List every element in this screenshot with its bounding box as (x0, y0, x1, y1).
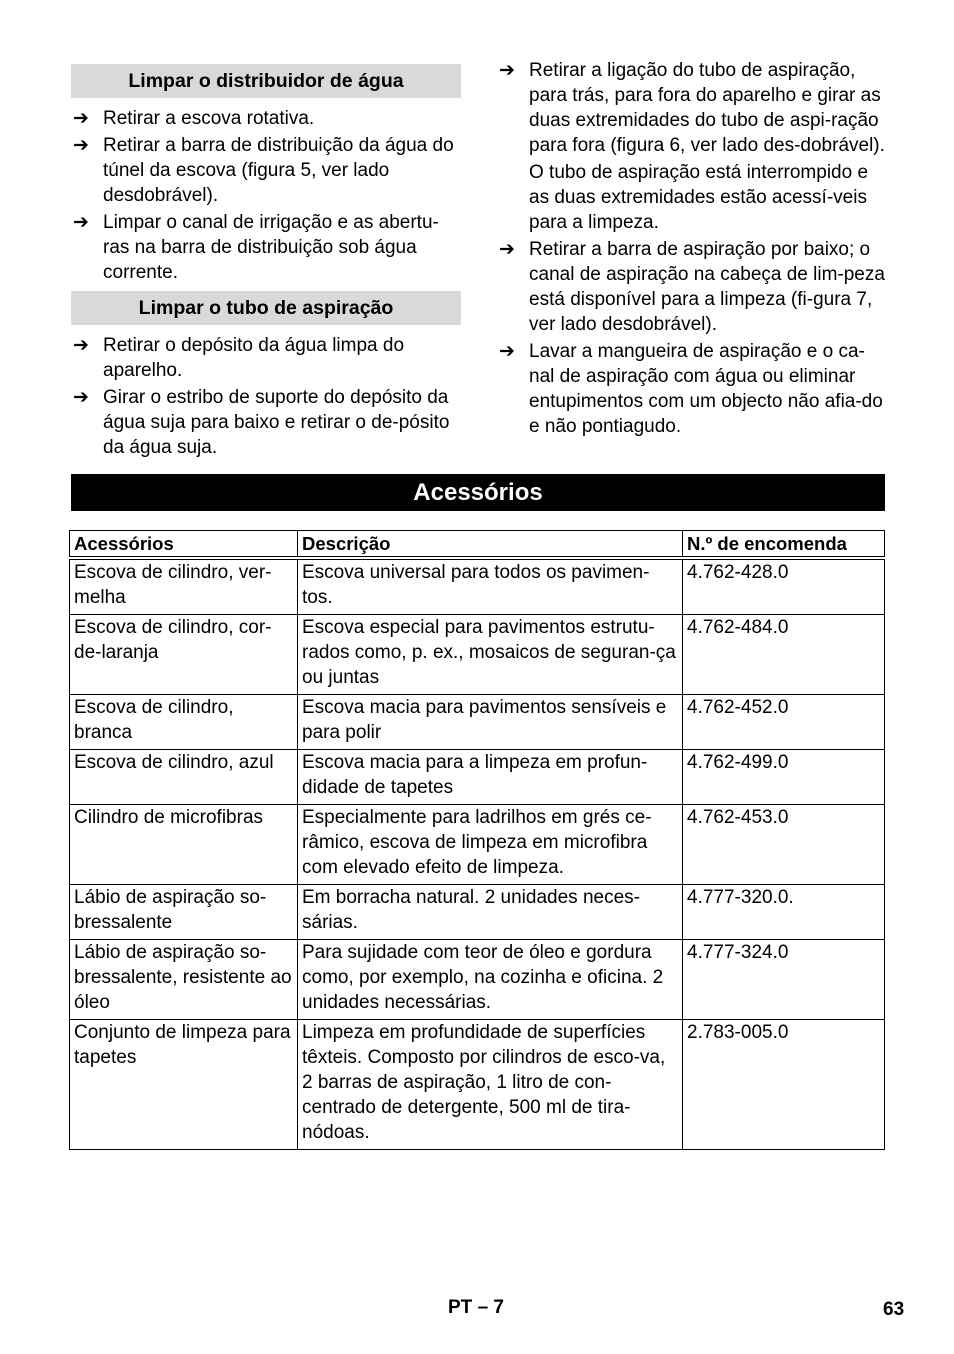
order-number: 4.777-324.0 (683, 940, 885, 1020)
accessory-description: Escova macia para a limpeza em profun-didade de tapetes (298, 750, 683, 805)
instruction-item (71, 133, 461, 208)
accessories-banner: Acessórios (71, 474, 885, 511)
arrow-right-icon: ➔ (499, 341, 515, 362)
order-number: 4.762-484.0 (683, 615, 885, 695)
footer-language: PT (448, 1297, 473, 1318)
instruction-text: Limpar o canal de irrigação e as abertu-ras na barra de distribuição sob água corrente. (103, 212, 439, 283)
arrow-right-icon: ➔ (499, 239, 515, 260)
accessory-description: Escova especial para pavimentos estrutu-rados como, p. ex., mosaicos de seguran-ça ou juntas (298, 615, 683, 695)
order-number: 4.762-452.0 (683, 695, 885, 750)
order-number: 4.762-428.0 (683, 558, 885, 615)
accessories-table (69, 530, 885, 1150)
accessory-name: Cilindro de microfibras (70, 805, 298, 885)
instruction-item (71, 210, 461, 285)
arrow-right-icon: ➔ (499, 60, 515, 81)
instruction-text: Retirar a barra de aspiração por baixo; o canal de aspiração na cabeça de lim-peza está disponível para a limpeza (fi-gura 7, ver lado desdobrável). (529, 239, 885, 335)
arrow-right-icon: ➔ (73, 108, 89, 129)
instruction-note: O tubo de aspiração está interrompido e as duas extremidades estão acessí-veis para a limpeza. (529, 162, 869, 233)
instruction-text: Girar o estribo de suporte do depósito da água suja para baixo e retirar o de-pósito da água suja. (103, 387, 450, 458)
accessory-description: Escova macia para pavimentos sensíveis e para polir (298, 695, 683, 750)
accessory-name: Conjunto de limpeza para tapetes (70, 1020, 298, 1150)
footer-section-label (448, 1297, 504, 1319)
arrow-right-icon: ➔ (73, 135, 89, 156)
right-column (497, 58, 887, 441)
order-number: 4.762-453.0 (683, 805, 885, 885)
column-header-order-number: N.º de encomenda (683, 531, 885, 559)
accessory-description: Em borracha natural. 2 unidades neces-sárias. (298, 885, 683, 940)
accessory-name: Escova de cilindro, branca (70, 695, 298, 750)
instruction-text: Lavar a mangueira de aspiração e o ca-nal de aspiração com água ou eliminar entupimentos com um objecto não afia-do e não pontiagudo. (529, 341, 883, 437)
left-column (71, 58, 461, 462)
accessory-description: Escova universal para todos os pavimen-tos. (298, 558, 683, 615)
table-header-row (70, 531, 885, 559)
section-heading-suction-tube: Limpar o tubo de aspiração (71, 291, 461, 325)
instruction-item (71, 333, 461, 383)
accessory-name: Lábio de aspiração so-bressalente (70, 885, 298, 940)
table-row (70, 695, 885, 750)
instruction-item (497, 237, 887, 337)
accessory-name: Escova de cilindro, ver-melha (70, 558, 298, 615)
accessory-name: Lábio de aspiração so-bressalente, resistente ao óleo (70, 940, 298, 1020)
instruction-text: Retirar a ligação do tubo de aspiração, para trás, para fora do aparelho e girar as duas extremidades do tubo de aspi-ração para fora (figura 6, ver lado des-dobrável). (529, 60, 885, 156)
accessory-description: Para sujidade com teor de óleo e gordura como, por exemplo, na cozinha e oficina. 2 unidades necessárias. (298, 940, 683, 1020)
arrow-right-icon: ➔ (73, 212, 89, 233)
table-row (70, 615, 885, 695)
accessory-name: Escova de cilindro, azul (70, 750, 298, 805)
footer-section-page: – 7 (477, 1297, 504, 1318)
instruction-text: Retirar a barra de distribuição da água do túnel da escova (figura 5, ver lado desdobrável). (103, 135, 454, 206)
arrow-right-icon: ➔ (73, 387, 89, 408)
table-row (70, 885, 885, 940)
instruction-item (497, 339, 887, 439)
instruction-item (71, 106, 461, 131)
column-header-description: Descrição (298, 531, 683, 559)
column-header-accessory: Acessórios (70, 531, 298, 559)
instruction-text: Retirar o depósito da água limpa do aparelho. (103, 335, 405, 381)
accessory-name: Escova de cilindro, cor-de-laranja (70, 615, 298, 695)
section-heading-water-distributor: Limpar o distribuidor de água (71, 64, 461, 98)
order-number: 4.777-320.0. (683, 885, 885, 940)
table-row (70, 940, 885, 1020)
order-number: 2.783-005.0 (683, 1020, 885, 1150)
footer-page-number: 63 (883, 1299, 905, 1320)
table-row (70, 750, 885, 805)
table-row (70, 558, 885, 615)
order-number: 4.762-499.0 (683, 750, 885, 805)
instruction-text: Retirar a escova rotativa. (103, 108, 315, 129)
instruction-item (497, 58, 887, 158)
instruction-item (71, 385, 461, 460)
accessory-description: Especialmente para ladrilhos em grés ce-râmico, escova de limpeza em microfibra com elevado efeito de limpeza. (298, 805, 683, 885)
table-row (70, 805, 885, 885)
accessory-description: Limpeza em profundidade de superfícies têxteis. Composto por cilindros de esco-va, 2 barras de aspiração, 1 litro de con-centrado de detergente, 500 ml de tira-nódoas. (298, 1020, 683, 1150)
table-row (70, 1020, 885, 1150)
arrow-right-icon: ➔ (73, 335, 89, 356)
